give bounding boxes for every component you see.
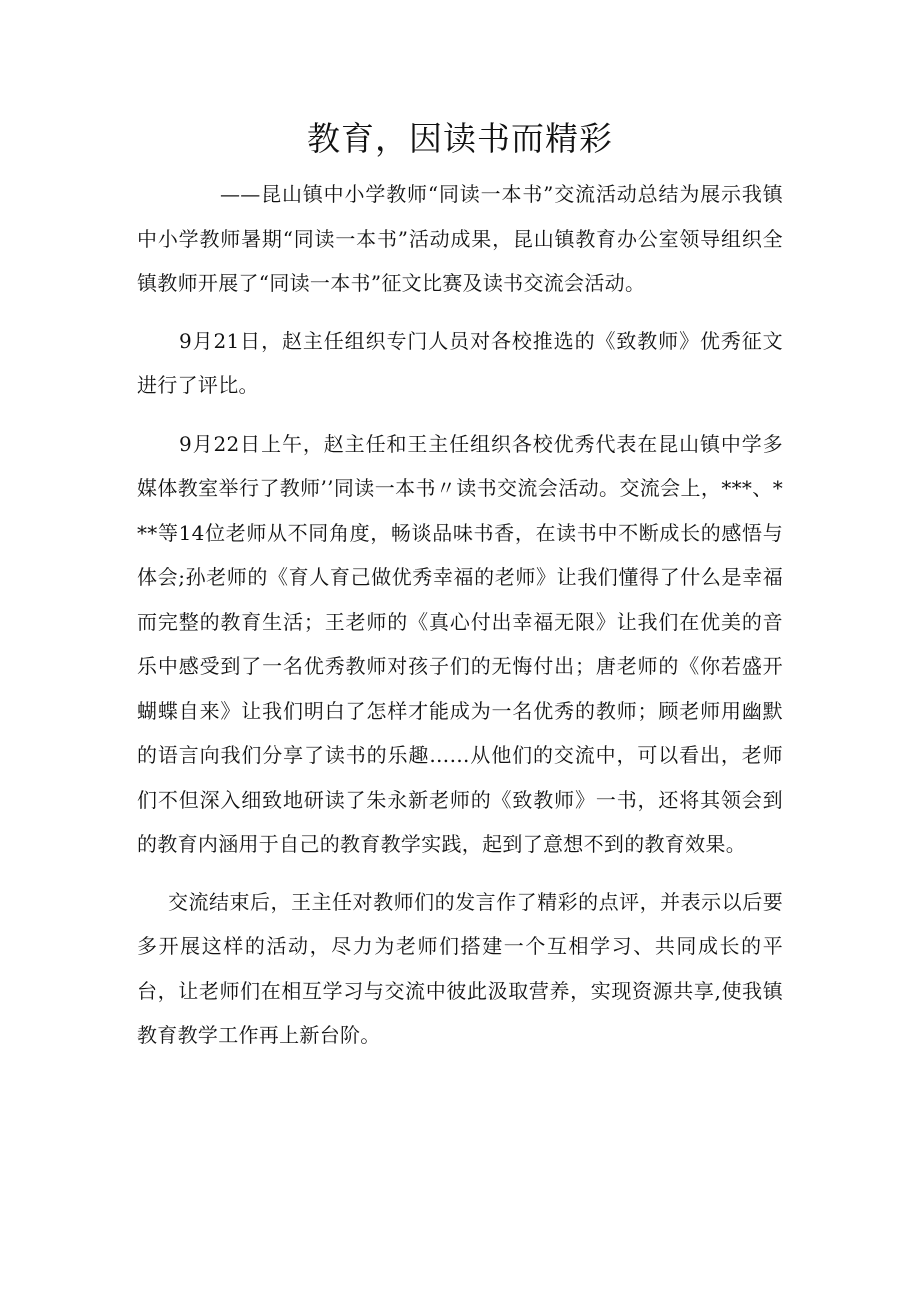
paragraph-sept-21: 9月21日，赵主任组织专门人员对各校推选的《致教师》优秀征文进行了评比。 [137,328,783,397]
document-title: 教育，因读书而精彩 [307,119,613,158]
paragraph-conclusion: 交流结束后，王主任对教师们的发言作了精彩的点评，并表示以后要多开展这样的活动，尽力为老师们搭建一个互相学习、共同成长的平台，让老师们在相互学习与交流中彼此汲取营养，实现资源共享,使我镇教育教学工作再上新台阶。 [137,889,783,1047]
paragraph-intro: ——昆山镇中小学教师“同读一本书”交流活动总结为展示我镇中小学教师暑期“同读一本书”活动成果，昆山镇教育办公室领导组织全镇教师开展了“同读一本书”征文比赛及读书交流会活动。 [137,182,783,295]
paragraph-sept-22: 9月22日上午，赵主任和王主任组织各校优秀代表在昆山镇中学多媒体教室举行了教师’’同读一本书〃读书交流会活动。交流会上，***、***等14位老师从不同角度，畅谈品味书香，在读书中不断成长的感悟与体会;孙老师的《育人育己做优秀幸福的老师》让我们懂得了什么是幸福而完整的教育生活；王老师的《真心付出幸福无限》让我们在优美的音乐中感受到了一名优秀教师对孩子们的无悔付出；唐老师的《你若盛开蝴蝶自来》让我们明白了怎样才能成为一名优秀的教师；顾老师用幽默的语言向我们分享了读书的乐趣……从他们的交流中，可以看出，老师们不但深入细致地研读了朱永新老师的《致教师》一书，还将其领会到的教育内涵用于自己的教育教学实践，起到了意想不到的教育效果。 [137,431,783,856]
document-body [137,172,783,1058]
